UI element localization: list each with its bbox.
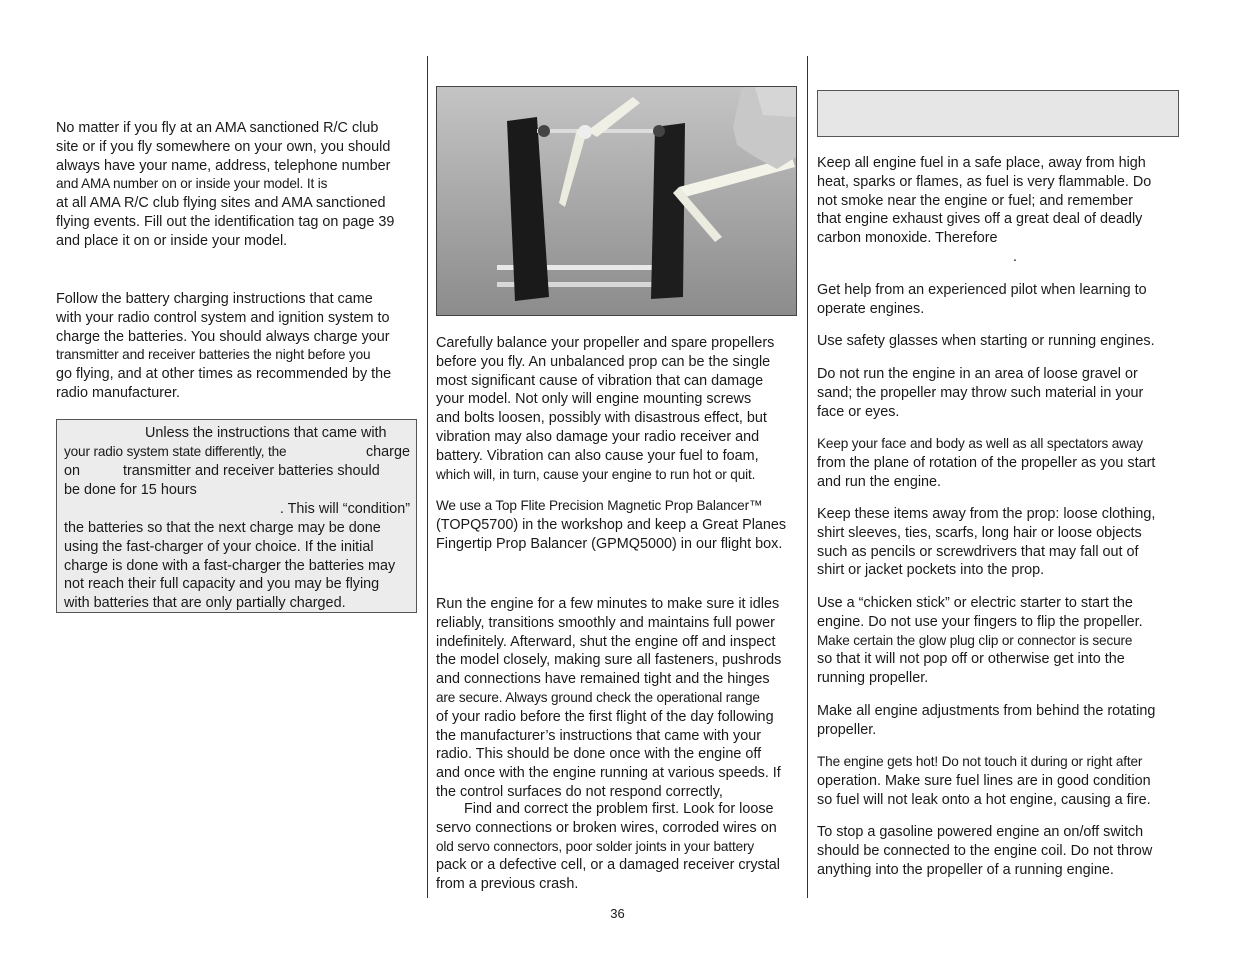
chicken-stick-paragraph: Use a “chicken stick” or electric starter to start the engine. Do not use your fingers to flip the propeller. Make certain the glow plug clip or connector is secure so that it will not pop off or otherwise get into the running propeller. [817, 595, 1143, 687]
help-paragraph: Get help from an experienced pilot when learning to operate engines. [817, 282, 1147, 317]
fuel-paragraph-end: . [1013, 249, 1017, 265]
engine-safety-heading-box [817, 90, 1179, 137]
column-divider-right [807, 56, 808, 898]
note-line-4: be done for 15 hours [64, 482, 197, 498]
note-line-5: . This will “condition” [279, 501, 410, 517]
note-line-3a: on [64, 463, 81, 479]
glasses-paragraph: Use safety glasses when starting or running engines. [817, 333, 1155, 349]
battery-note-box [56, 419, 417, 613]
identification-paragraph: No matter if you fly at an AMA sanctioned R/C club site or if you fly somewhere on your own, you should always have your name, address, telephone number and AMA number on or inside your model. It is at all AMA R/C club flying sites and AMA sanctioned flying events. Fill out the identification tag on page 39 and place it on or inside your model. [56, 120, 395, 249]
balancer-paragraph: We use a Top Flite Precision Magnetic Prop Balancer™ (TOPQ5700) in the workshop and keep a Great Planes Fingertip Prop Balancer (GPMQ5000) in our flight box. [436, 498, 787, 552]
engine-hot-paragraph: The engine gets hot! Do not touch it during or right after operation. Make sure fuel lines are in good condition so fuel will not leak onto a hot engine, causing a fire. [817, 754, 1151, 808]
note-line-2a: your radio system state differently, the [64, 444, 287, 459]
loose-items-paragraph: Keep these items away from the prop: loose clothing, shirt sleeves, ties, scarfs, long hair or loose objects such as pencils or screwdrivers that may fall out of shirt or jacket pockets into the prop. [817, 506, 1156, 579]
note-line-1: Unless the instructions that came with [145, 425, 387, 441]
fuel-paragraph: Keep all engine fuel in a safe place, away from high heat, sparks or flames, as fuel is very flammable. Do not smoke near the engine or fuel; and remember that engine exhaust gives off a great deal of deadly carbon monoxide. Therefore [817, 155, 1152, 247]
run-engine-paragraph: Run the engine for a few minutes to make sure it idles reliably, transitions smoothly and maintains full power indefinitely. Afterward, shut the engine off and inspect the model closely, making sure all fasteners, pushrods and connections have remained tight and the hinges are secure. Always ground check the operational range of your radio before the first flight of the day following the manufacturer’s instructions that came with your radio. This should be done once with the engine off and once with the engine running at various speeds. If the control surfaces do not respond correctly, [436, 596, 782, 800]
note-line-2b: charge [365, 444, 410, 460]
page-number: 36 [610, 906, 625, 921]
note-line-3b: transmitter and receiver batteries should [123, 463, 380, 479]
battery-charging-paragraph: Follow the battery charging instructions that came with your radio control system and ignition system to charge the batteries. You should always charge your transmitter and receiver batteries the night before you go flying, and at other times as recommended by the radio manufacturer. [56, 291, 392, 401]
stop-engine-paragraph: To stop a gasoline powered engine an on/off switch should be connected to the engine coil. Do not throw anything into the propeller of a running engine. [817, 824, 1153, 878]
column-divider-left [427, 56, 428, 898]
gravel-paragraph: Do not run the engine in an area of loose gravel or sand; the propeller may throw such material in your face or eyes. [817, 366, 1144, 420]
find-problem-paragraph: Find and correct the problem first. Look for loose servo connections or broken wires, corroded wires on old servo connectors, poor solder joints in your battery pack or a defective cell, or a damaged receiver crystal from a previous crash. [436, 801, 780, 893]
balance-paragraph: Carefully balance your propeller and spare propellers before you fly. An unbalanced prop can be the single most significant cause of vibration that can damage your model. Not only will engine mounting screws and bolts loosen, possibly with disastrous effect, but vibration may also damage your radio receiver and battery. Vibration can also cause your fuel to foam, which will, in turn, cause your engine to run hot or quit. [436, 335, 775, 482]
face-paragraph: Keep your face and body as well as all spectators away from the plane of rotation of the propeller as you start and run the engine. [817, 436, 1156, 490]
note-rest: the batteries so that the next charge may be done using the fast-charger of your choice. If the initial charge is done with a fast-charger the batteries may not reach their full capacity and you may be flying with batteries that are only partially charged. [64, 520, 396, 612]
prop-balancer-photo [436, 86, 797, 316]
adjustments-paragraph: Make all engine adjustments from behind the rotating propeller. [817, 703, 1156, 738]
